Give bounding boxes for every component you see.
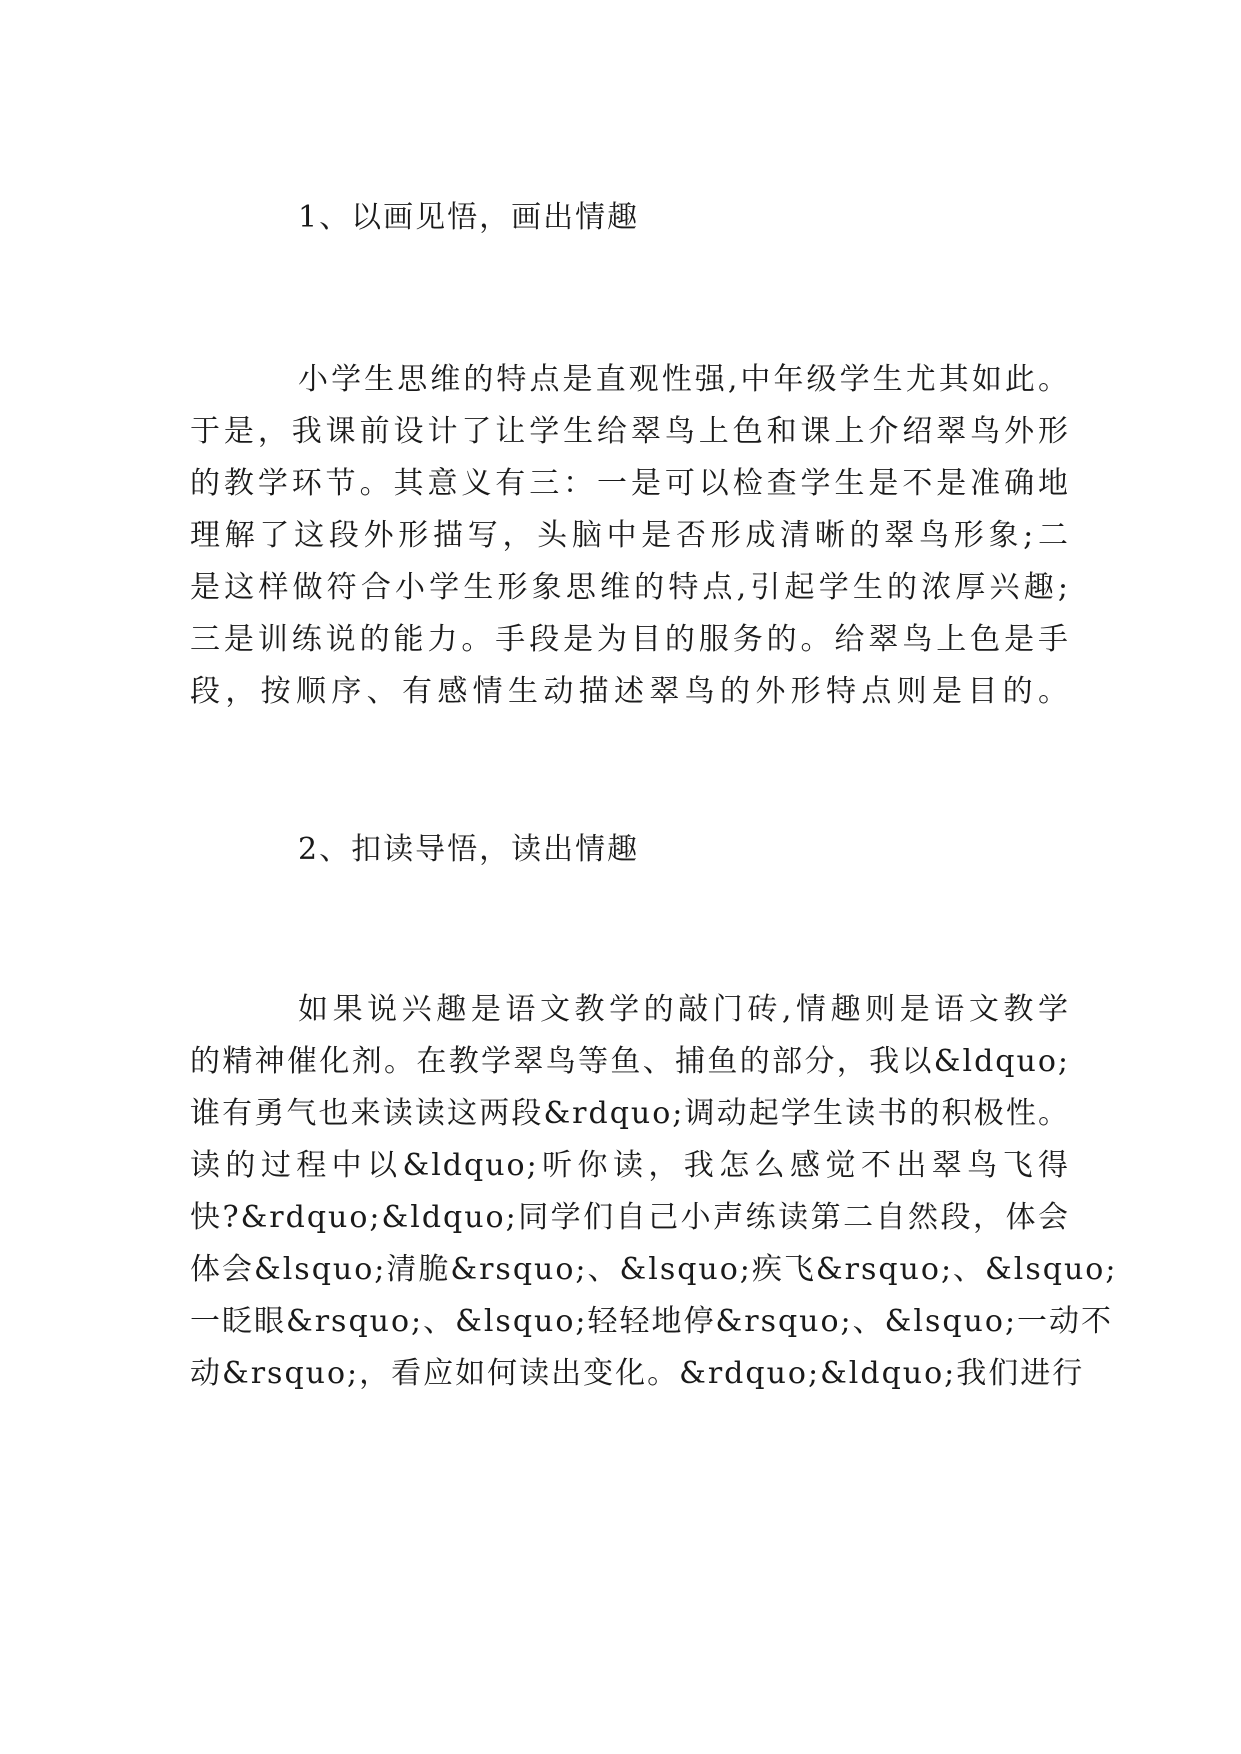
paragraph-line: 如果说兴趣是语文教学的敲门砖,情趣则是语文教学 <box>298 992 1070 1027</box>
paragraph-line: 的精神催化剂。在教学翠鸟等鱼、捕鱼的部分，我以&ldquo; <box>190 1044 1070 1079</box>
paragraph-line: 读的过程中以&ldquo;听你读，我怎么感觉不出翠鸟飞得 <box>190 1148 1070 1183</box>
paragraph-line: 一眨眼&rsquo;、&lsquo;轻轻地停&rsquo;、&lsquo;一动不 <box>190 1304 1114 1339</box>
paragraph-line: 三是训练说的能力。手段是为目的服务的。给翠鸟上色是手 <box>190 622 1070 657</box>
paragraph-line: 体会&lsquo;清脆&rsquo;、&lsquo;疾飞&rsquo;、&lsquo; <box>190 1252 1118 1287</box>
section-heading-2: 2、扣读导悟，读出情趣 <box>298 832 640 867</box>
paragraph-line: 段，按顺序、有感情生动描述翠鸟的外形特点则是目的。 <box>190 674 1070 709</box>
paragraph-line: 小学生思维的特点是直观性强,中年级学生尤其如此。 <box>298 362 1070 397</box>
paragraph-line: 理解了这段外形描写，头脑中是否形成清晰的翠鸟形象;二 <box>190 518 1070 553</box>
paragraph-line: 的教学环节。其意义有三：一是可以检查学生是不是准确地 <box>190 466 1070 501</box>
paragraph-line: 快?&rdquo;&ldquo;同学们自己小声练读第二自然段，体会 <box>190 1200 1070 1235</box>
paragraph-line: 是这样做符合小学生形象思维的特点,引起学生的浓厚兴趣; <box>190 570 1070 605</box>
paragraph-line: 于是，我课前设计了让学生给翠鸟上色和课上介绍翠鸟外形 <box>190 414 1070 449</box>
section-heading-1: 1、以画见悟，画出情趣 <box>298 200 640 235</box>
paragraph-line: 动&rsquo;，看应如何读出变化。&rdquo;&ldquo;我们进行 <box>190 1356 1085 1391</box>
paragraph-line: 谁有勇气也来读读这两段&rdquo;调动起学生读书的积极性。 <box>190 1096 1070 1131</box>
